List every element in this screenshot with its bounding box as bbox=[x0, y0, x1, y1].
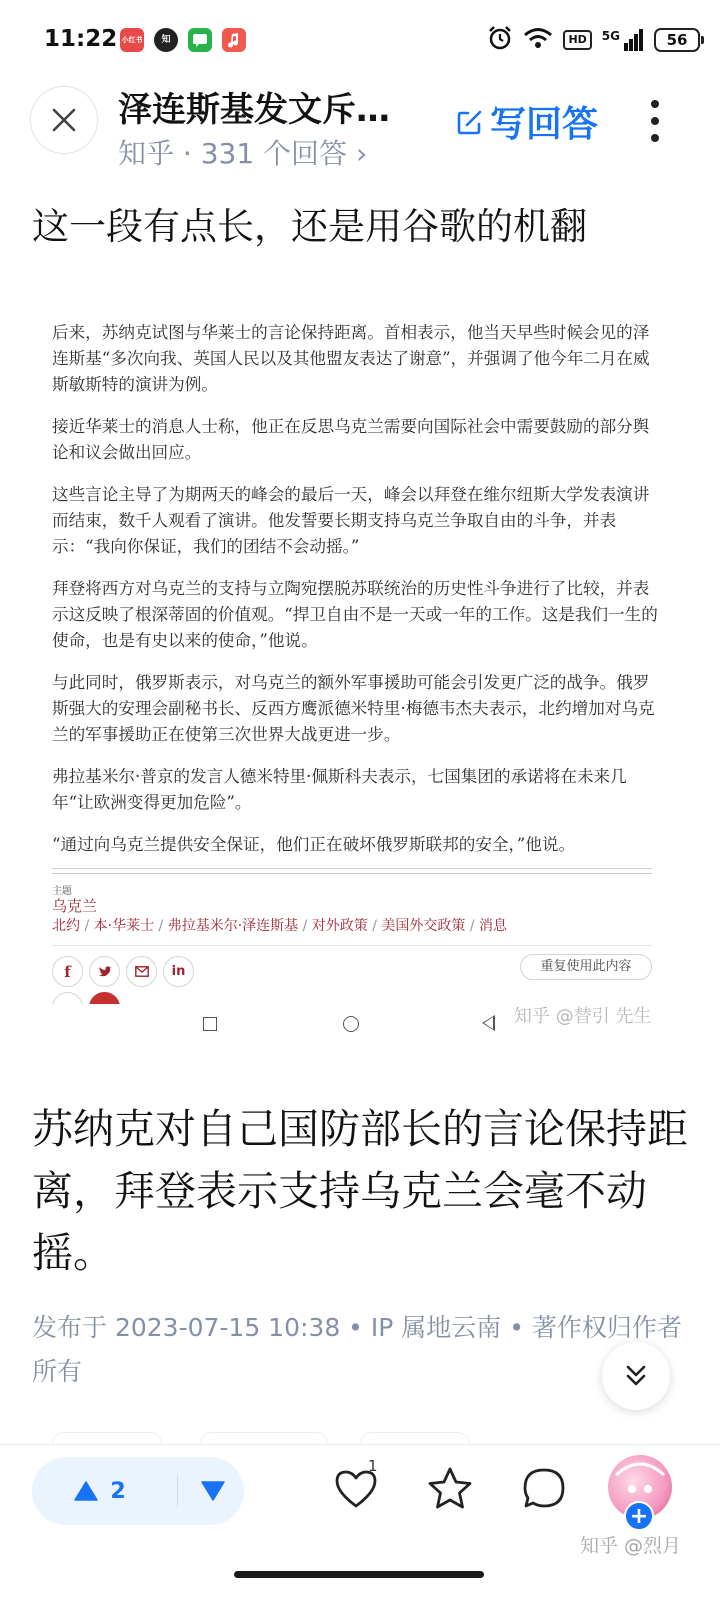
write-answer-button[interactable] bbox=[456, 96, 598, 147]
comment-icon bbox=[521, 1466, 567, 1512]
xiaohongshu-notification-icon: 小红书 bbox=[120, 28, 144, 52]
next-card-edge bbox=[360, 1432, 470, 1444]
vote-divider bbox=[177, 1475, 178, 1507]
next-card-edge bbox=[200, 1432, 328, 1444]
question-header bbox=[0, 82, 720, 178]
article-paragraph: “通过向乌克兰提供安全保证，他们正在破坏俄罗斯联邦的安全，”他说。 bbox=[52, 835, 576, 854]
message-notification-icon bbox=[188, 28, 212, 52]
article-paragraph: 接近华莱士的消息人士称，他正在反思乌克兰需要向国际社会中需要鼓励的部分舆论和议会做出回应。 bbox=[52, 417, 650, 462]
article-paragraph: 与此同时，俄罗斯表示，对乌克兰的额外军事援助可能会引发更广泛的战争。俄罗斯强大的安理会副秘书长、反西方鹰派德米特里·梅德韦杰夫表示，北约增加对乌克兰的军事援助正在使第三次世界大战更进一步。 bbox=[52, 673, 655, 744]
comment-button[interactable] bbox=[518, 1463, 570, 1515]
topic-tag: 美国外交政策 bbox=[381, 918, 466, 934]
more-dot bbox=[651, 100, 659, 108]
topic-tag: 对外政策 bbox=[311, 918, 368, 934]
more-dot bbox=[651, 134, 659, 142]
article-paragraph: 后来，苏纳克试图与华莱士的言论保持距离。首相表示，他当天早些时候会见的泽连斯基“多次向我、英国人民以及其他盟友表达了谢意”，并强调了他今年二月在威斯敏斯特的演讲为例。 bbox=[52, 323, 650, 394]
hd-indicator: HD bbox=[563, 30, 591, 50]
status-bar bbox=[0, 0, 720, 82]
cropped-icon bbox=[89, 992, 120, 1004]
answer-intro-text: 这一段有点长，还是用谷歌的机翻 bbox=[32, 205, 587, 248]
home-nav-icon bbox=[343, 1016, 359, 1032]
share-icons-row bbox=[52, 956, 194, 987]
topic-tag: 弗拉基米尔·泽连斯基 bbox=[167, 918, 299, 934]
zhihu-notification-icon: 知 bbox=[154, 28, 178, 52]
close-icon bbox=[51, 107, 77, 133]
write-answer-label: 写回答 bbox=[490, 104, 599, 145]
battery-indicator: 56 bbox=[654, 28, 700, 52]
image-watermark: 知乎 @替引 先生 bbox=[514, 1006, 652, 1027]
downvote-triangle-icon bbox=[201, 1481, 225, 1501]
topic-tags: 北约 / 本·华莱士 / 弗拉基米尔·泽连斯基 / 对外政策 / 美国外交政策 / 消息 bbox=[52, 918, 508, 934]
topic-tag: 本·华莱士 bbox=[93, 918, 155, 934]
edit-icon bbox=[456, 108, 484, 136]
status-indicators bbox=[487, 26, 700, 54]
topic-label: 主题 bbox=[52, 886, 72, 897]
signal-icon bbox=[602, 29, 644, 51]
double-chevron-down-icon bbox=[623, 1363, 649, 1389]
close-button[interactable] bbox=[30, 86, 98, 154]
article-paragraph: 弗拉基米尔·普京的发言人德米特里·佩斯科夫表示，七国集团的承诺将在未来几年“让欧洲变得更加危险”。 bbox=[52, 767, 627, 812]
reuse-content-button: 重复使用此内容 bbox=[520, 954, 652, 980]
next-card-edge bbox=[52, 1432, 162, 1444]
wifi-icon bbox=[523, 26, 553, 54]
share-divider bbox=[52, 945, 652, 946]
answer-headline: 苏纳克对自己国防部长的言论保持距离，拜登表示支持乌克兰会毫不动摇。 bbox=[32, 1105, 688, 1277]
embedded-article-image[interactable] bbox=[0, 290, 720, 1050]
follow-author-button[interactable]: + bbox=[624, 1501, 654, 1531]
email-share-icon bbox=[126, 956, 157, 987]
vote-pill bbox=[32, 1457, 244, 1525]
topic-main: 乌克兰 bbox=[52, 897, 98, 915]
cropped-icons bbox=[52, 992, 132, 1004]
more-dot bbox=[651, 117, 659, 125]
network-type: 5G bbox=[601, 29, 620, 43]
home-indicator[interactable] bbox=[234, 1571, 484, 1578]
more-options-button[interactable] bbox=[640, 96, 670, 146]
upvote-count: 2 bbox=[110, 1478, 126, 1504]
article-paragraph: 拜登将西方对乌克兰的支持与立陶宛摆脱苏联统治的历史性斗争进行了比较，并表示这反映了根深蒂固的价值观。“捍卫自由不是一天或一年的工作。这是我们一生的使命，也是有史以来的使命，”他说。 bbox=[52, 579, 658, 650]
linkedin-share-icon: in bbox=[163, 956, 194, 987]
upvote-button[interactable] bbox=[32, 1457, 168, 1525]
article-divider bbox=[52, 868, 652, 874]
back-nav-icon bbox=[482, 1015, 495, 1031]
page-watermark: 知乎 @烈月 bbox=[580, 1535, 682, 1557]
twitter-share-icon bbox=[89, 956, 120, 987]
question-title[interactable]: 泽连斯基发文斥… bbox=[118, 90, 390, 130]
bottom-action-bar bbox=[0, 1444, 720, 1608]
article-paragraph: 这些言论主导了为期两天的峰会的最后一天，峰会以拜登在维尔纽斯大学发表演讲而结束，数千人观看了演讲。他发誓要长期支持乌克兰争取自由的斗争，并表示：“我向你保证，我们的团结不会动摇。” bbox=[52, 485, 650, 556]
upvote-triangle-icon bbox=[74, 1481, 98, 1501]
favorite-button[interactable] bbox=[424, 1463, 476, 1515]
facebook-share-icon: f bbox=[52, 956, 83, 987]
article-body bbox=[52, 320, 662, 874]
topic-tag: 北约 bbox=[52, 918, 80, 934]
star-icon bbox=[426, 1466, 474, 1512]
topic-tag: 消息 bbox=[479, 918, 508, 934]
alarm-icon bbox=[487, 25, 513, 55]
like-count: 1 bbox=[368, 1457, 378, 1475]
downvote-button[interactable] bbox=[188, 1457, 238, 1525]
scroll-down-button[interactable] bbox=[602, 1342, 670, 1410]
cropped-icon bbox=[52, 992, 83, 1004]
status-time: 11:22 bbox=[44, 26, 118, 52]
music-notification-icon bbox=[222, 28, 246, 52]
question-meta-link[interactable]: 知乎 · 331 个回答 › bbox=[118, 137, 368, 170]
recents-nav-icon bbox=[203, 1017, 217, 1031]
publish-meta: 发布于 2023-07-15 10:38 • IP 属地云南 • 著作权归作者所有 bbox=[32, 1313, 682, 1386]
